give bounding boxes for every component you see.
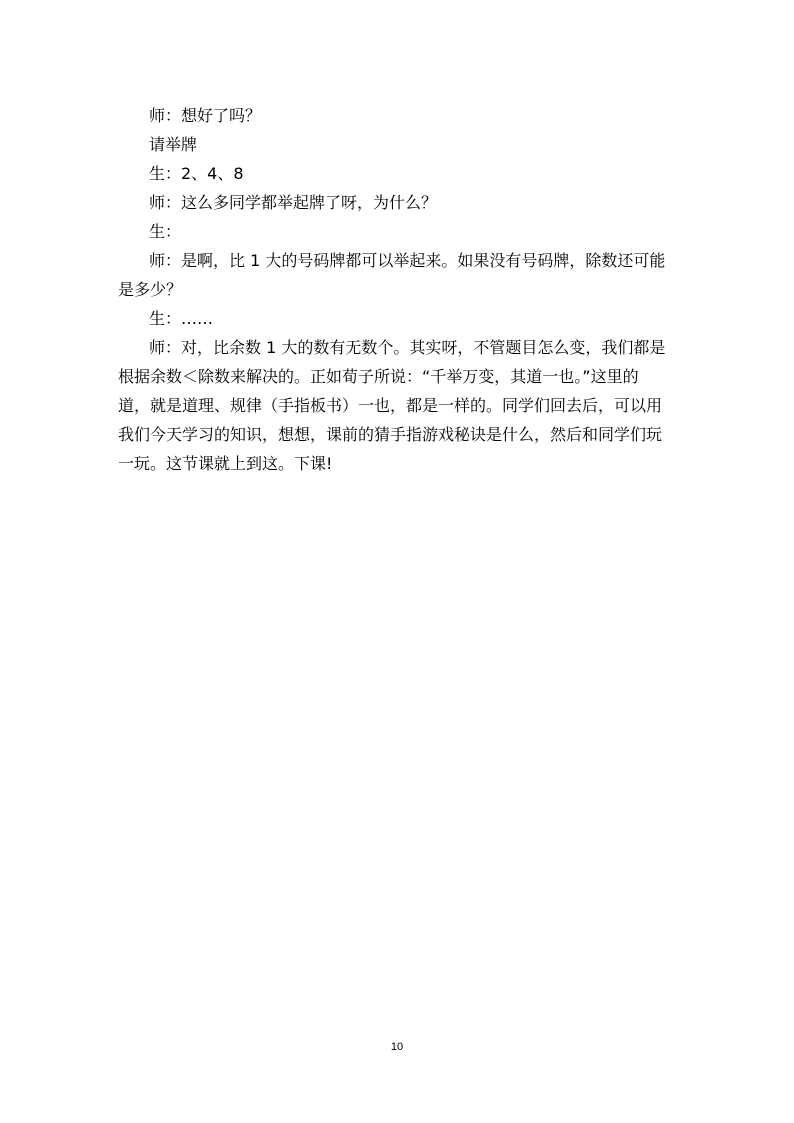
document-body — [118, 101, 678, 478]
paragraph-line: 我们今天学习的知识，想想，课前的猜手指游戏秘诀是什么，然后和同学们玩 — [118, 425, 663, 444]
paragraph-line: 师：这么多同学都举起牌了呀，为什么？ — [149, 193, 438, 212]
paragraph-line: 生：2、4、8 — [149, 164, 244, 183]
paragraph — [118, 101, 678, 130]
paragraph — [118, 304, 678, 333]
paragraph-line: 是多少？ — [118, 280, 183, 299]
paragraph-line: 师：是啊，比 1 大的号码牌都可以举起来。如果没有号码牌，除数还可能 — [149, 251, 666, 270]
paragraph-line: 师：对，比余数 1 大的数有无数个。其实呀，不管题目怎么变，我们都是 — [149, 338, 666, 357]
paragraph — [118, 217, 678, 246]
paragraph-line: 请举牌 — [149, 135, 198, 154]
paragraph-line: 一玩。这节课就上到这。下课! — [118, 454, 333, 473]
paragraph — [118, 130, 678, 159]
paragraph-line: 根据余数＜除数来解决的。正如荀子所说：“千举万变，其道一也。”这里的 — [118, 367, 639, 386]
paragraph-line: 生：…… — [149, 309, 214, 328]
paragraph-line: 师：想好了吗？ — [149, 106, 262, 125]
paragraph — [118, 333, 678, 478]
paragraph-line: 生： — [149, 222, 182, 241]
paragraph-line: 道，就是道理、规律（手指板书）一也，都是一样的。同学们回去后，可以用 — [118, 396, 663, 415]
paragraph — [118, 246, 678, 304]
paragraph — [118, 188, 678, 217]
page-number: 10 — [390, 1041, 404, 1053]
paragraph — [118, 159, 678, 188]
